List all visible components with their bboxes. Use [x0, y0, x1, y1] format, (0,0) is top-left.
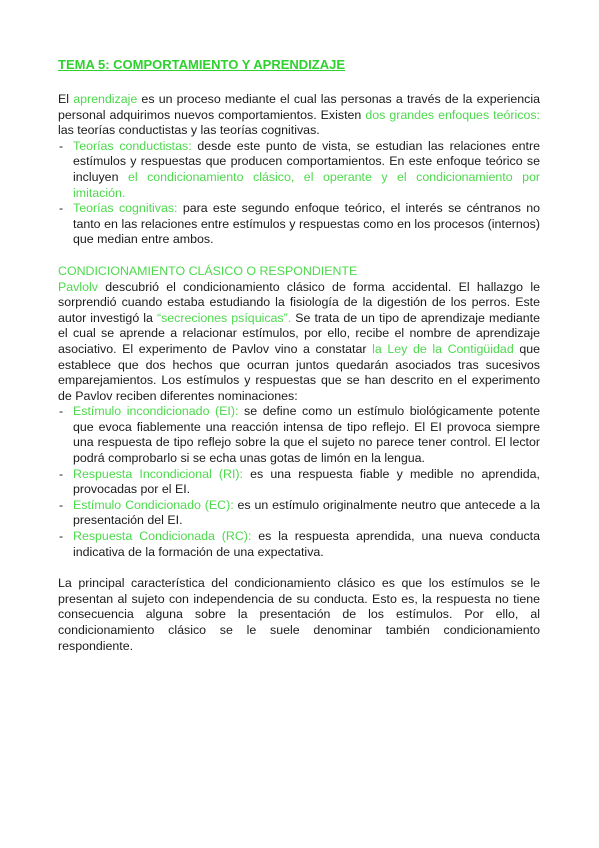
highlight-secreciones: “secreciones psíquicas”.	[156, 310, 292, 325]
term-ri: Respuesta Incondicional (RI):	[73, 466, 243, 481]
list-item-estimulo-incondicionado	[58, 404, 540, 466]
highlight-condicionamientos: el condicionamiento clásico, el operante y el condicionamiento por imitación.	[73, 169, 540, 200]
nominations-list	[58, 404, 540, 560]
closing-paragraph: La principal característica del condicionamiento clásico es que los estímulos se le presentan al sujeto con independencia de su conducta. Esto es, la respuesta no tiene consecuencia alguna sobre la presentación de los estímulos. Por ello, al condicionamiento clásico se le suele denominar también condicionamiento respondiente.	[58, 576, 540, 653]
term-rc: Respuesta Condicionada (RC):	[73, 529, 252, 544]
document-page	[58, 57, 540, 654]
term-ei: Estímulo incondicionado (EI):	[73, 404, 239, 419]
list-item-teorias-conductistas	[58, 139, 540, 201]
intro-text-3: las teorías conductistas y las teorías cognitivas.	[58, 123, 320, 138]
list-item-estimulo-condicionado	[58, 498, 540, 529]
pavlov-text-2: Se trata de un tipo de aprendizaje mediante el cual se aprende a relacionar estímulos, por ello, recibe el nombre de aprendizaje asociativo. El experimento de Pavlov vino a constatar	[58, 310, 540, 356]
desc-ec: es un estímulo originalmente neutro que antecede a la presentación del EI.	[73, 497, 540, 528]
desc-teorias-cognitivas: para este segundo enfoque teórico, el interés se céntranos no tanto en las relaciones entre estímulos y respuestas como en los procesos (internos) que median entre ambos.	[73, 201, 540, 247]
intro-text-1: El	[58, 92, 74, 106]
pavlov-text-3: que establece que dos hechos que ocurran juntos quedarán asociados tras sucesivos emparejamientos. Los estímulos y respuestas que se han descrito en el experimento de Pavlov reciben diferentes nominaciones:	[58, 341, 540, 403]
section-heading-condicionamiento-clasico: CONDICIONAMIENTO CLÁSICO O RESPONDIENTE	[58, 263, 358, 278]
theories-list	[58, 139, 540, 248]
pavlov-text-1: descubrió el condicionamiento clásico de forma accidental. El hallazgo le sorprendió cuando estaba estudiando la fisiología de la digestión de los perros. Este autor investigó la	[58, 279, 540, 325]
list-item-teorias-cognitivas	[58, 201, 540, 248]
intro-text-2: es un proceso mediante el cual las personas a través de la experiencia personal adquirimos nuevos comportamientos. Existen	[58, 92, 540, 122]
desc-teorias-conductistas: desde este punto de vista, se estudian las relaciones entre estímulos y respuestas que producen comportamientos. En este enfoque teórico se incluyen	[73, 138, 540, 184]
highlight-ley-contiguidad: la Ley de la Contigüidad	[372, 341, 514, 356]
list-item-respuesta-incondicional	[58, 467, 540, 498]
highlight-enfoques: dos grandes enfoques teóricos:	[365, 107, 540, 122]
term-teorias-cognitivas: Teorías cognitivas:	[73, 201, 178, 216]
term-teorias-conductistas: Teorías conductistas:	[73, 138, 192, 153]
document-title: TEMA 5: COMPORTAMIENTO Y APRENDIZAJE	[58, 57, 345, 72]
term-ec: Estímulo Condicionado (EC):	[73, 497, 234, 512]
desc-ri: es una respuesta fiable y medible no aprendida, provocadas por el EI.	[73, 466, 540, 497]
highlight-pavlov: Pavlolv	[58, 279, 98, 294]
list-item-respuesta-condicionada	[58, 529, 540, 560]
intro-paragraph	[58, 92, 540, 139]
desc-ei: se define como un estímulo biológicamente potente que evoca fiablemente una reacción intensa de tipo reflejo. El EI provoca siempre una respuesta de tipo reflejo sobre la que el sujeto no parece tener control. El lector podrá comprobarlo si se echa unas gotas de limón en la lengua.	[73, 404, 540, 466]
desc-rc: es la respuesta aprendida, una nueva conducta indicativa de la formación de una expectativa.	[73, 529, 540, 559]
pavlov-paragraph	[58, 280, 540, 405]
highlight-aprendizaje: aprendizaje	[73, 92, 138, 106]
